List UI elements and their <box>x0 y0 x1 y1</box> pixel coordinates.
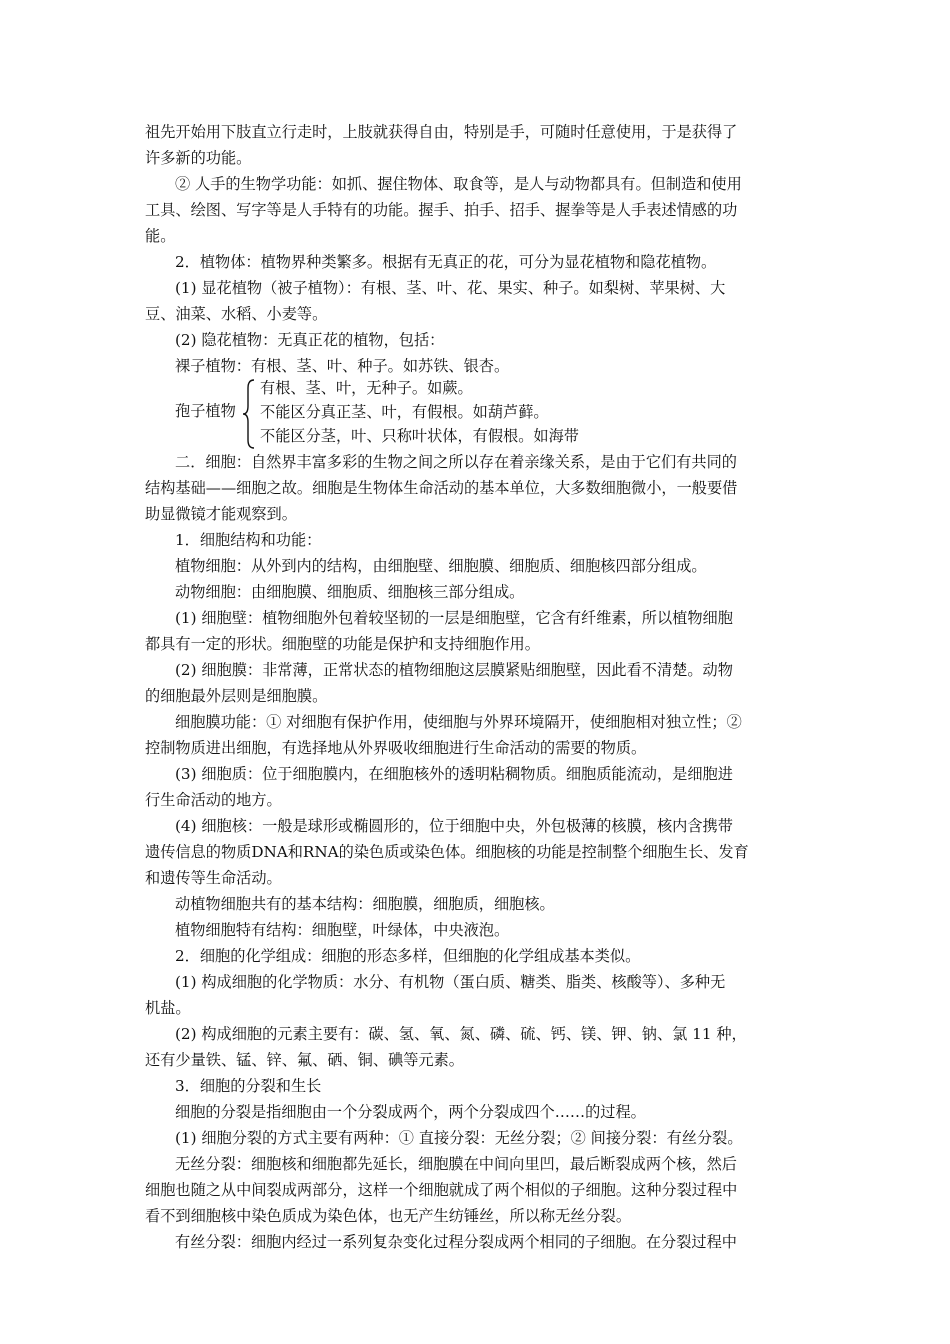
text-line: 植物细胞特有结构：细胞壁，叶绿体，中央液泡。 <box>175 921 510 939</box>
text-line: 细胞膜功能：① 对细胞有保护作用，使细胞与外界环境隔开，使细胞相对独立性；② <box>175 713 742 731</box>
text-line: 豆、油菜、水稻、小麦等。 <box>145 305 328 323</box>
text-line: 细胞的分裂是指细胞由一个分裂成两个，两个分裂成四个……的过程。 <box>175 1103 646 1121</box>
text-line: 二．细胞：自然界丰富多彩的生物之间之所以存在着亲缘关系，是由于它们有共同的 <box>175 453 737 471</box>
brace-icon <box>241 378 257 450</box>
text-line: (3) 细胞质：位于细胞膜内，在细胞核外的透明粘稠物质。细胞质能流动，是细胞进 <box>175 765 733 783</box>
text-line: 动物细胞：由细胞膜、细胞质、细胞核三部分组成。 <box>175 583 525 601</box>
text-line: (2) 细胞膜：非常薄，正常状态的植物细胞这层膜紧贴细胞壁，因此看不清楚。动物 <box>175 661 733 679</box>
text-line: 遗传信息的物质DNA和RNA的染色质或染色体。细胞核的功能是控制整个细胞生长、发育 <box>145 843 749 861</box>
spore-item: 不能区分真正茎、叶，有假根。如葫芦藓。 <box>260 403 549 421</box>
text-line: 控制物质进出细胞，有选择地从外界吸收细胞进行生命活动的需要的物质。 <box>145 739 647 757</box>
text-line: (1) 细胞分裂的方式主要有两种：① 直接分裂：无丝分裂；② 间接分裂：有丝分裂。 <box>175 1129 743 1147</box>
text-line: 看不到细胞核中染色质成为染色体，也无产生纺锤丝，所以称无丝分裂。 <box>145 1207 631 1225</box>
spore-plants-label: 孢子植物 <box>175 402 236 420</box>
text-line: 行生命活动的地方。 <box>145 791 282 809</box>
text-line: 裸子植物：有根、茎、叶、种子。如苏铁、银杏。 <box>175 357 510 375</box>
text-line: (2) 隐花植物：无真正花的植物，包括： <box>175 331 445 349</box>
text-line: 无丝分裂：细胞核和细胞都先延长，细胞膜在中间向里凹，最后断裂成两个核，然后 <box>175 1155 737 1173</box>
text-line: (4) 细胞核：一般是球形或椭圆形的，位于细胞中央，外包极薄的核膜，核内含携带 <box>175 817 733 835</box>
text-line: 的细胞最外层则是细胞膜。 <box>145 687 328 705</box>
text-line: 工具、绘图、写字等是人手特有的功能。握手、拍手、招手、握拳等是人手表述情感的功 <box>145 201 738 219</box>
spore-item: 不能区分茎，叶、只称叶状体，有假根。如海带 <box>260 427 579 445</box>
text-line: 1．细胞结构和功能： <box>175 531 322 549</box>
text-line: 2．细胞的化学组成：细胞的形态多样，但细胞的化学组成基本类似。 <box>175 947 641 965</box>
text-line: ② 人手的生物学功能：如抓、握住物体、取食等，是人与动物都具有。但制造和使用 <box>175 175 742 193</box>
text-line: 许多新的功能。 <box>145 149 252 167</box>
text-line: 机盐。 <box>145 999 191 1017</box>
text-line: 动植物细胞共有的基本结构：细胞膜，细胞质，细胞核。 <box>175 895 555 913</box>
text-line: (2) 构成细胞的元素主要有：碳、氢、氧、氮、磷、硫、钙、镁、钾、钠、氯 11 种， <box>175 1025 747 1043</box>
text-line: 细胞也随之从中间裂成两部分，这样一个细胞就成了两个相似的子细胞。这种分裂过程中 <box>145 1181 738 1199</box>
text-line: 和遗传等生命活动。 <box>145 869 282 887</box>
text-line: (1) 细胞壁：植物细胞外包着较坚韧的一层是细胞壁，它含有纤维素，所以植物细胞 <box>175 609 733 627</box>
text-line: 有丝分裂：细胞内经过一系列复杂变化过程分裂成两个相同的子细胞。在分裂过程中 <box>175 1233 737 1251</box>
text-line: 3．细胞的分裂和生长 <box>175 1077 322 1095</box>
text-line: 植物细胞：从外到内的结构，由细胞壁、细胞膜、细胞质、细胞核四部分组成。 <box>175 557 707 575</box>
spore-item: 有根、茎、叶，无种子。如蕨。 <box>260 379 473 397</box>
text-line: (1) 显花植物（被子植物）：有根、茎、叶、花、果实、种子。如梨树、苹果树、大 <box>175 279 726 297</box>
text-line: 2．植物体：植物界种类繁多。根据有无真正的花，可分为显花植物和隐花植物。 <box>175 253 717 271</box>
text-line: 助显微镜才能观察到。 <box>145 505 297 523</box>
text-line: (1) 构成细胞的化学物质：水分、有机物（蛋白质、糖类、脂类、核酸等）、多种无 <box>175 973 726 991</box>
text-line: 结构基础——细胞之故。细胞是生物体生命活动的基本单位，大多数细胞微小，一般要借 <box>145 479 738 497</box>
text-line: 祖先开始用下肢直立行走时，上肢就获得自由，特别是手，可随时任意使用，于是获得了 <box>145 123 738 141</box>
text-line: 都具有一定的形状。细胞壁的功能是保护和支持细胞作用。 <box>145 635 540 653</box>
text-line: 还有少量铁、锰、锌、氟、硒、铜、碘等元素。 <box>145 1051 464 1069</box>
text-line: 能。 <box>145 227 176 245</box>
